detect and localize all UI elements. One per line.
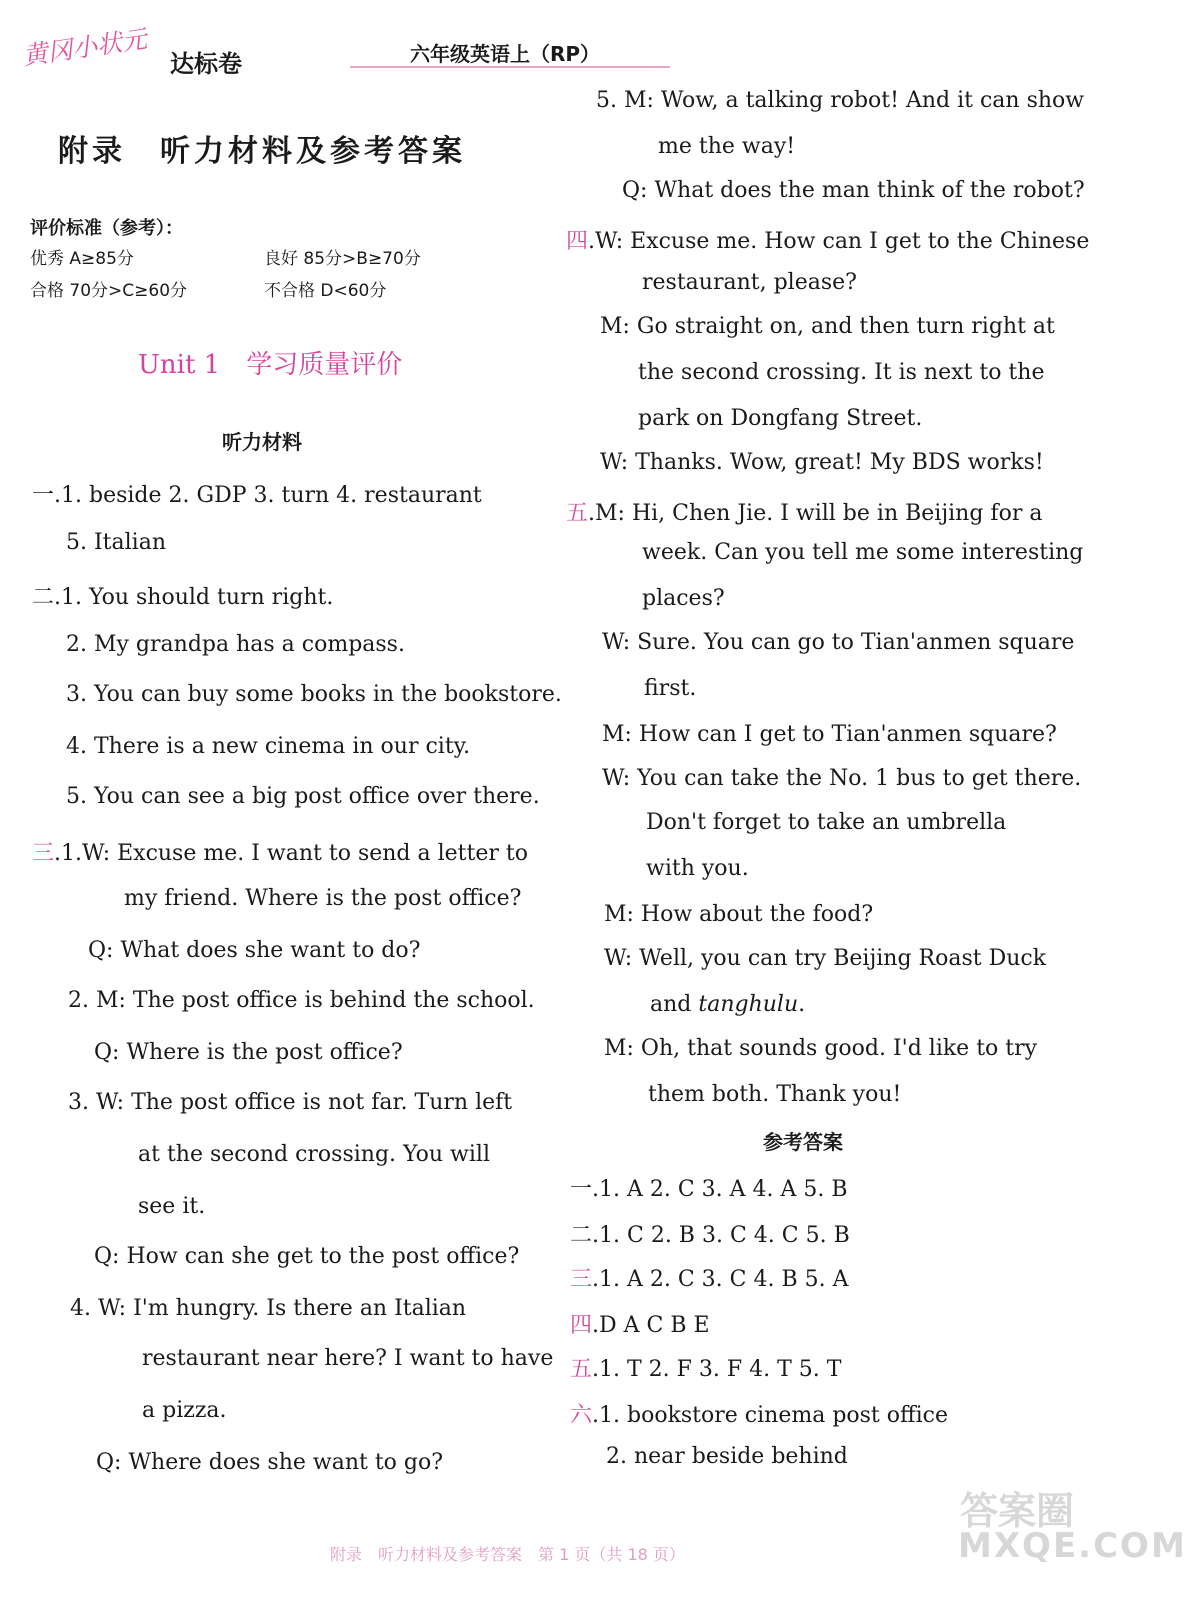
list-item: my friend. Where is the post office? (124, 886, 522, 911)
unit-title: Unit 1 学习质量评价 (138, 350, 403, 380)
question-line: Q: Where is the post office? (94, 1040, 403, 1065)
list-item: see it. (138, 1194, 206, 1219)
list-item: Don't forget to take an umbrella (646, 810, 1007, 835)
list-item: W: You can take the No. 1 bus to get there. (602, 766, 1082, 791)
list-item: 一.1. beside 2. GDP 3. turn 4. restaurant (32, 483, 482, 508)
list-item: with you. (646, 856, 749, 881)
list-item: 四.W: Excuse me. How can I get to the Chinese (566, 229, 1090, 254)
question-line: Q: How can she get to the post office? (94, 1244, 520, 1269)
list-item: W: Well, you can try Beijing Roast Duck (604, 946, 1047, 971)
list-item: the second crossing. It is next to the (638, 360, 1045, 385)
criteria-good: 良好 85分>B≥70分 (264, 249, 421, 269)
list-item: park on Dongfang Street. (638, 406, 923, 431)
answer-row: 五.1. T 2. F 3. F 4. T 5. T (570, 1357, 842, 1382)
list-item: me the way! (658, 134, 796, 159)
list-item: 五.M: Hi, Chen Jie. I will be in Beijing for a (566, 501, 1043, 526)
section-heading-answers: 参考答案 (763, 1130, 843, 1154)
question-line: Q: Where does she want to go? (96, 1450, 444, 1475)
watermark-logo: 答案圈 (960, 1489, 1075, 1533)
answer-row: 四.D A C B E (570, 1313, 710, 1338)
section-heading-listening: 听力材料 (222, 430, 302, 454)
question-line: Q: What does she want to do? (88, 938, 421, 963)
list-item: a pizza. (142, 1398, 227, 1423)
answer-row: 六.1. bookstore cinema post office (570, 1403, 949, 1428)
question-line: Q: What does the man think of the robot? (622, 178, 1085, 203)
list-item: week. Can you tell me some interesting (642, 540, 1084, 565)
answer-row: 2. near beside behind (606, 1444, 848, 1469)
list-item: places? (642, 586, 725, 611)
brand-logo: 黄冈小状元 (20, 24, 149, 71)
list-item: 3. You can buy some books in the bookstore. (66, 682, 562, 707)
list-item: 2. My grandpa has a compass. (66, 632, 405, 657)
list-item: first. (644, 676, 697, 701)
list-item: at the second crossing. You will (138, 1142, 490, 1167)
list-item: M: How can I get to Tian'anmen square? (602, 722, 1057, 747)
criteria-fail: 不合格 D<60分 (264, 281, 387, 301)
brand-subtitle: 达标卷 (170, 50, 242, 78)
list-item: and tanghulu. (650, 992, 806, 1017)
page-footer: 附录 听力材料及参考答案 第 1 页（共 18 页） (330, 1545, 685, 1564)
criteria-label: 评价标准（参考）： (30, 218, 183, 239)
header-divider (350, 66, 670, 68)
list-item: 5. M: Wow, a talking robot! And it can show (596, 88, 1085, 113)
list-item: 3. W: The post office is not far. Turn left (68, 1090, 513, 1115)
criteria-pass: 合格 70分>C≥60分 (30, 281, 188, 301)
list-item: them both. Thank you! (648, 1082, 902, 1107)
list-item: M: How about the food? (604, 902, 874, 927)
list-item: W: Sure. You can go to Tian'anmen square (602, 630, 1075, 655)
list-item: 5. You can see a big post office over there. (66, 784, 540, 809)
watermark-url: MXQE.COM (958, 1526, 1187, 1566)
list-item: 4. W: I'm hungry. Is there an Italian (70, 1296, 467, 1321)
list-item: 2. M: The post office is behind the school. (68, 988, 535, 1013)
list-item: 5. Italian (66, 530, 166, 555)
answer-row: 二.1. C 2. B 3. C 4. C 5. B (570, 1223, 850, 1248)
list-item: W: Thanks. Wow, great! My BDS works! (600, 450, 1044, 475)
list-item: M: Go straight on, and then turn right at (600, 314, 1055, 339)
header-title: 六年级英语上（RP） (410, 42, 601, 66)
appendix-title: 附录 听力材料及参考答案 (58, 134, 466, 169)
answer-row: 一.1. A 2. C 3. A 4. A 5. B (570, 1177, 848, 1202)
list-item: M: Oh, that sounds good. I'd like to try (604, 1036, 1038, 1061)
list-item: 三.1.W: Excuse me. I want to send a letter to (32, 841, 528, 866)
list-item: restaurant near here? I want to have (142, 1346, 554, 1371)
list-item: 4. There is a new cinema in our city. (66, 734, 471, 759)
criteria-excellent: 优秀 A≥85分 (30, 249, 134, 269)
answer-row: 三.1. A 2. C 3. C 4. B 5. A (570, 1267, 849, 1292)
list-item: 二.1. You should turn right. (32, 585, 334, 610)
list-item: restaurant, please? (642, 270, 857, 295)
